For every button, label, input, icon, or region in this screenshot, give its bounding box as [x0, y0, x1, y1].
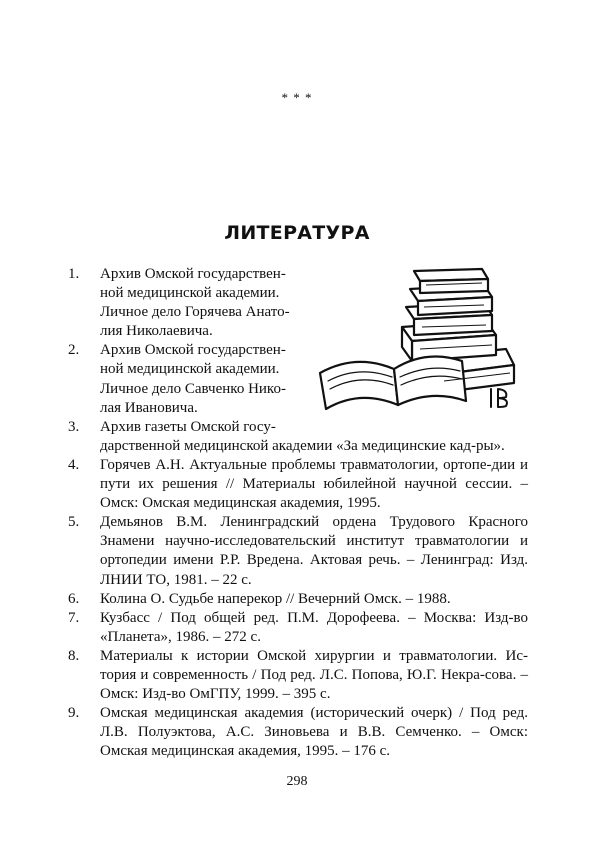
list-item — [68, 590, 528, 609]
reference-text: Материалы к истории Омской хирургии и травматологии. Ис-тория и современность / Под ред. Л.С. Попова, Ю.Г. Некра-сова. – Омск: Изд-во ОмГПУ, 1999. – 395 с. — [100, 647, 528, 703]
reference-text: дарственной медицинской академии «За медицинские кад-ры». — [100, 437, 505, 454]
reference-line: Архив Омской государствен- — [100, 266, 286, 282]
reference-line: лая Ивановича. — [100, 399, 198, 416]
reference-text: Колина О. Судьбе наперекор // Вечерний Омск. – 1988. — [100, 590, 451, 607]
reference-number: 4. — [68, 456, 80, 473]
reference-text: Омская медицинская академия (исторический очерк) / Под ред. Л.В. Полуэктова, А.С. Зиновьева и В.В. Семченко. – Омск: Омская медицинская академия, 1995. – 176 с. — [100, 705, 528, 760]
reference-text: Кузбасс / Под общей ред. П.М. Дорофеева. – Москва: Изд-во «Планета», 1986. – 272 с. — [100, 609, 528, 645]
reference-number: 7. — [68, 609, 80, 626]
page-title: ЛИТЕРАТУРА — [224, 222, 370, 244]
reference-number: 1. — [68, 266, 80, 282]
list-item — [68, 513, 528, 589]
page-number: 298 — [286, 774, 308, 789]
list-item — [68, 341, 528, 417]
reference-line: Личное дело Горячева Анато- — [100, 304, 290, 321]
reference-number: 3. — [68, 418, 80, 435]
list-item — [68, 418, 528, 456]
reference-text: Демьянов В.М. Ленинградский ордена Трудового Красного Знамени научно-исследовательский институт травматологии и ортопедии имени Р.Р. Вредена. Актовая речь. – Ленинград: Изд. ЛНИИ ТО, 1981. – 22 с. — [100, 514, 528, 588]
reference-line: Архив Омской государствен- — [100, 342, 286, 359]
reference-number: 5. — [68, 514, 80, 531]
reference-line: ной медицинской академии. — [100, 361, 280, 378]
reference-number: 9. — [68, 705, 80, 722]
reference-number: 2. — [68, 342, 80, 359]
reference-line: Архив газеты Омской госу- — [100, 418, 276, 435]
reference-number: 8. — [68, 647, 80, 664]
list-item — [68, 704, 528, 761]
reference-line: ной медицинской академии. — [100, 285, 280, 302]
reference-text: Горячев А.Н. Актуальные проблемы травматологии, ортопе-дии и пути их решения // Материалы юбилейной научной сессии. – Омск: Омская медицинская академия, 1995. — [100, 456, 528, 512]
reference-line: Личное дело Савченко Нико- — [100, 380, 286, 397]
list-item — [68, 456, 528, 513]
section-separator: * * * — [281, 90, 313, 105]
list-item — [68, 265, 528, 341]
reference-line: лия Николаевича. — [100, 323, 213, 340]
list-item — [68, 609, 528, 647]
reference-list — [68, 265, 528, 761]
reference-number: 6. — [68, 590, 80, 607]
list-item — [68, 647, 528, 704]
